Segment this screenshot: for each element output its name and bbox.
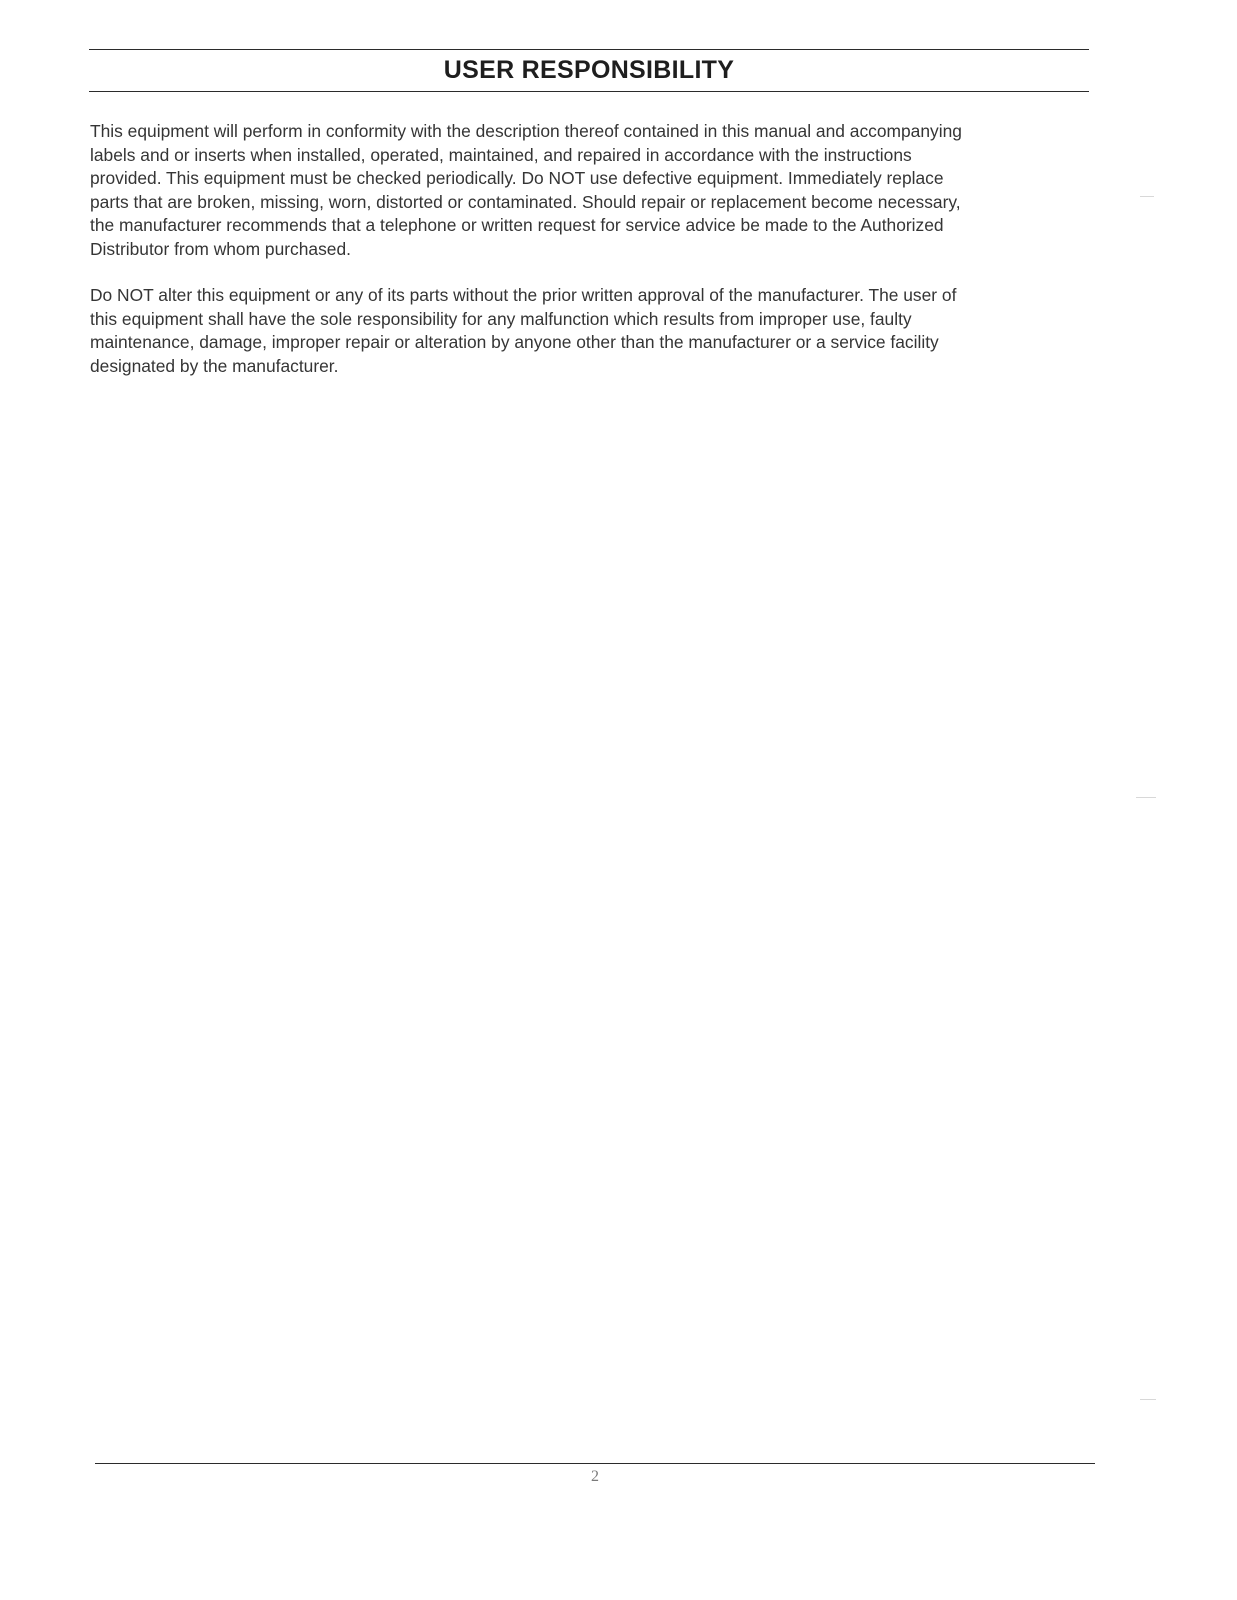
paragraph-line: Do NOT alter this equipment or any of its parts without the prior written approval of the manufacturer. The user of bbox=[90, 285, 957, 305]
scan-artifact bbox=[1140, 1399, 1156, 1400]
paragraph-line: This equipment will perform in conformity with the description thereof contained in this manual and accompanying bbox=[90, 121, 962, 141]
footer-rule bbox=[95, 1463, 1095, 1464]
paragraph-line: Distributor from whom purchased. bbox=[90, 238, 351, 259]
paragraph-line: maintenance, damage, improper repair or alteration by anyone other than the manufacturer or a service facility bbox=[90, 332, 939, 352]
scan-artifact bbox=[1140, 196, 1154, 197]
page-number: 2 bbox=[591, 1468, 599, 1485]
paragraph-alteration-notice bbox=[90, 284, 1090, 378]
scan-artifact bbox=[1136, 797, 1156, 798]
paragraph-line: the manufacturer recommends that a telephone or written request for service advice be made to the Authorized bbox=[90, 215, 944, 235]
paragraph-line: provided. This equipment must be checked periodically. Do NOT use defective equipment. Immediately replace bbox=[90, 168, 944, 188]
header-rule-top bbox=[89, 49, 1089, 50]
paragraph-user-responsibility bbox=[90, 120, 1090, 261]
paragraph-line: labels and or inserts when installed, operated, maintained, and repaired in accordance with the instructions bbox=[90, 144, 912, 165]
page-title: USER RESPONSIBILITY bbox=[443, 56, 735, 84]
paragraph-line: parts that are broken, missing, worn, distorted or contaminated. Should repair or replacement become necessary, bbox=[90, 191, 961, 212]
paragraph-line: designated by the manufacturer. bbox=[90, 355, 339, 376]
paragraph-line: this equipment shall have the sole responsibility for any malfunction which results from improper use, faulty bbox=[90, 308, 912, 329]
header-rule-bottom bbox=[89, 91, 1089, 92]
